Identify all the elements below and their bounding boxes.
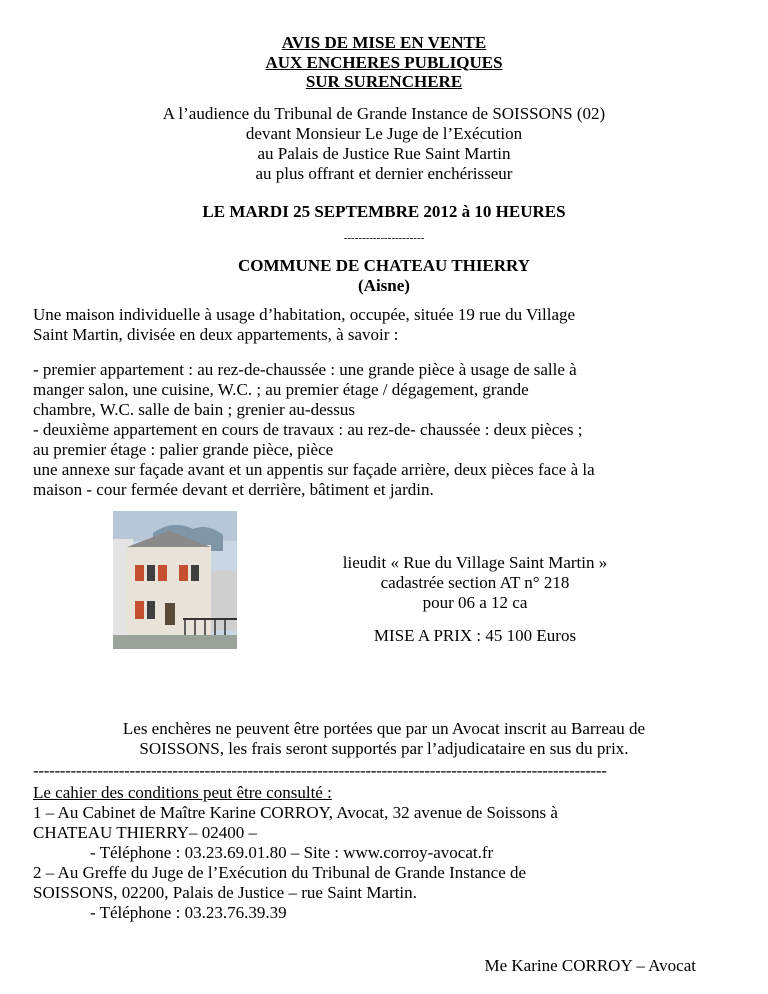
cadastre: cadastrée section AT n° 218 [380, 573, 570, 592]
surface: pour 06 a 12 ca [422, 593, 528, 612]
title-line-1: AVIS DE MISE EN VENTE [281, 33, 487, 52]
intro-line-1: A l’audience du Tribunal de Grande Instance de SOISSONS (02) [162, 104, 606, 123]
intro-line-3: au Palais de Justice Rue Saint Martin [257, 144, 511, 163]
starting-price: MISE A PRIX : 45 100 Euros [373, 626, 577, 645]
cabinet-phone: - Téléphone : 03.23.69.01.80 – Site : www.corroy-avocat.fr [90, 843, 494, 862]
notice-title [0, 33, 768, 92]
details-line: manger salon, une cuisine, W.C. ; au premier étage / dégagement, grande [33, 380, 529, 399]
details-line: chambre, W.C. salle de bain ; grenier au-dessus [33, 400, 355, 419]
bidding-conditions [30, 719, 738, 759]
title-line-2: AUX ENCHERES PUBLIQUES [265, 52, 503, 72]
property-location [330, 553, 620, 613]
lieudit: lieudit « Rue du Village Saint Martin » [342, 553, 608, 572]
hearing-intro [0, 104, 768, 184]
long-separator: ----------------------------------------------------------------------------------------------------------- [33, 761, 607, 780]
cabinet-line-1: 1 – Au Cabinet de Maître Karine CORROY, Avocat, 32 avenue de Soissons à [33, 803, 558, 822]
details-line: une annexe sur façade avant et un appentis sur façade arrière, deux pièces face à la [33, 460, 595, 479]
commune-heading [0, 256, 768, 296]
details-line: au premier étage : palier grande pièce, pièce [33, 440, 334, 459]
commune-dept: (Aisne) [358, 276, 410, 295]
cabinet-line-2: CHATEAU THIERRY– 02400 – [33, 823, 257, 842]
auction-date: LE MARDI 25 SEPTEMBRE 2012 à 10 HEURES [202, 202, 566, 221]
bidding-line-2: SOISSONS, les frais seront supportés par l’adjudicataire en sus du prix. [139, 739, 629, 758]
commune-name: COMMUNE DE CHATEAU THIERRY [237, 256, 531, 275]
details-line: maison - cour fermée devant et derrière, bâtiment et jardin. [33, 480, 434, 499]
greffe-line-2: SOISSONS, 02200, Palais de Justice – rue Saint Martin. [33, 883, 417, 902]
house-photo-icon [113, 511, 237, 649]
greffe-phone: - Téléphone : 03.23.76.39.39 [90, 903, 287, 922]
property-summary [33, 305, 733, 345]
conditions-book [33, 783, 753, 923]
house-photo-svg [113, 511, 237, 649]
details-line: - deuxième appartement en cours de travaux : au rez-de- chaussée : deux pièces ; [33, 420, 583, 439]
property-details [33, 360, 743, 500]
summary-line-2: Saint Martin, divisée en deux appartements, à savoir : [33, 325, 399, 344]
greffe-line-1: 2 – Au Greffe du Juge de l’Exécution du Tribunal de Grande Instance de [33, 863, 527, 882]
details-line: - premier appartement : au rez-de-chaussée : une grande pièce à usage de salle à [33, 360, 577, 379]
title-line-3: SUR SURENCHERE [305, 72, 463, 91]
short-separator: ---------------------- [343, 232, 425, 244]
bidding-line-1: Les enchères ne peuvent être portées que par un Avocat inscrit au Barreau de [122, 719, 646, 738]
conditions-heading: Le cahier des conditions peut être consulté : [33, 783, 332, 802]
summary-line-1: Une maison individuelle à usage d’habitation, occupée, située 19 rue du Village [33, 305, 576, 324]
intro-line-2: devant Monsieur Le Juge de l’Exécution [245, 124, 523, 143]
lawyer-signature: Me Karine CORROY – Avocat [484, 956, 696, 975]
intro-line-4: au plus offrant et dernier enchérisseur [255, 164, 513, 183]
